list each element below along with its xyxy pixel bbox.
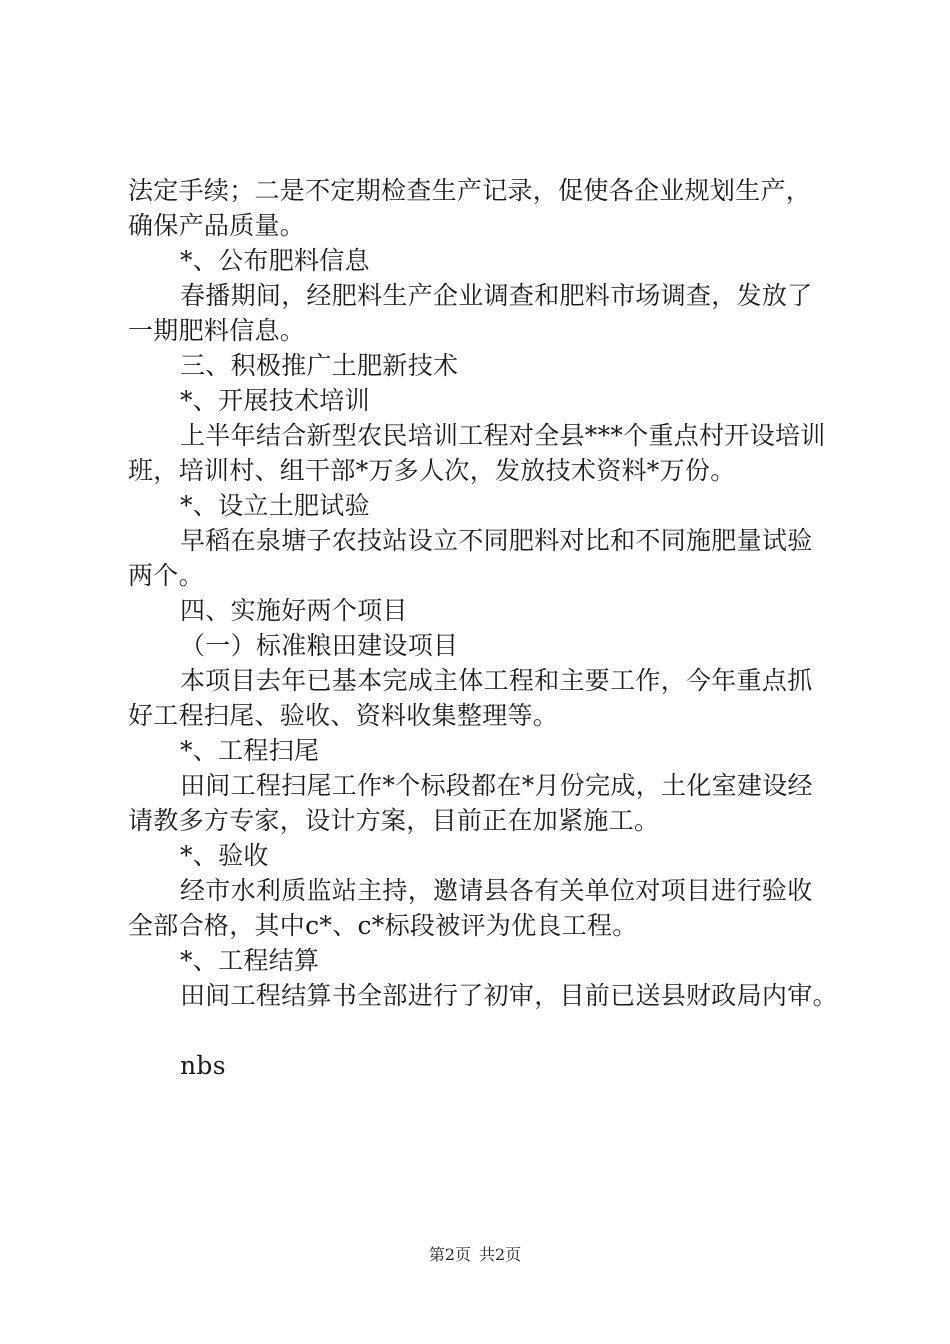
- section-heading: *、设立土肥试验: [180, 491, 370, 520]
- blank-line: [128, 1013, 848, 1048]
- text-line: 两个。: [128, 561, 204, 590]
- text-line: 田间工程扫尾工作*个标段都在*月份完成，土化室建设经: [180, 771, 813, 800]
- section-heading: 三、积极推广土肥新技术: [180, 351, 459, 380]
- text-line: 全部合格，其中c*、c*标段被评为优良工程。: [128, 911, 638, 940]
- section-heading: 四、实施好两个项目: [180, 596, 408, 625]
- section-heading: *、工程结算: [180, 946, 320, 975]
- page-total: 共2页: [479, 1245, 522, 1264]
- text-line: 法定手续；二是不定期检查生产记录，促使各企业规划生产，: [128, 176, 812, 205]
- text-line: 一期肥料信息。: [128, 316, 306, 345]
- text-line: nbs: [180, 1051, 226, 1080]
- text-line: 经市水利质监站主持，邀请县各有关单位对项目进行验收: [180, 876, 813, 905]
- section-heading: *、验收: [180, 841, 269, 870]
- page-footer: [0, 1245, 950, 1265]
- text-line: 请教多方专家，设计方案，目前正在加紧施工。: [128, 806, 660, 835]
- section-heading: *、公布肥料信息: [180, 246, 370, 275]
- section-heading: *、开展技术培训: [180, 386, 370, 415]
- text-line: 本项目去年已基本完成主体工程和主要工作，今年重点抓: [180, 666, 813, 695]
- text-line: 上半年结合新型农民培训工程对全县***个重点村开设培训: [180, 421, 826, 450]
- text-line: 班，培训村、组干部*万多人次，发放技术资料*万份。: [128, 456, 736, 485]
- page-number: 第2页: [428, 1245, 471, 1264]
- document-body: [128, 173, 848, 1083]
- text-line: 早稻在泉塘子农技站设立不同肥料对比和不同施肥量试验: [180, 526, 813, 555]
- text-line: 田间工程结算书全部进行了初审，目前已送县财政局内审。: [180, 981, 838, 1010]
- section-heading: *、工程扫尾: [180, 736, 320, 765]
- section-heading: （一）标准粮田建设项目: [180, 631, 459, 660]
- text-line: 确保产品质量。: [128, 211, 306, 240]
- text-line: 春播期间，经肥料生产企业调查和肥料市场调查，发放了: [180, 281, 813, 310]
- text-line: 好工程扫尾、验收、资料收集整理等。: [128, 701, 559, 730]
